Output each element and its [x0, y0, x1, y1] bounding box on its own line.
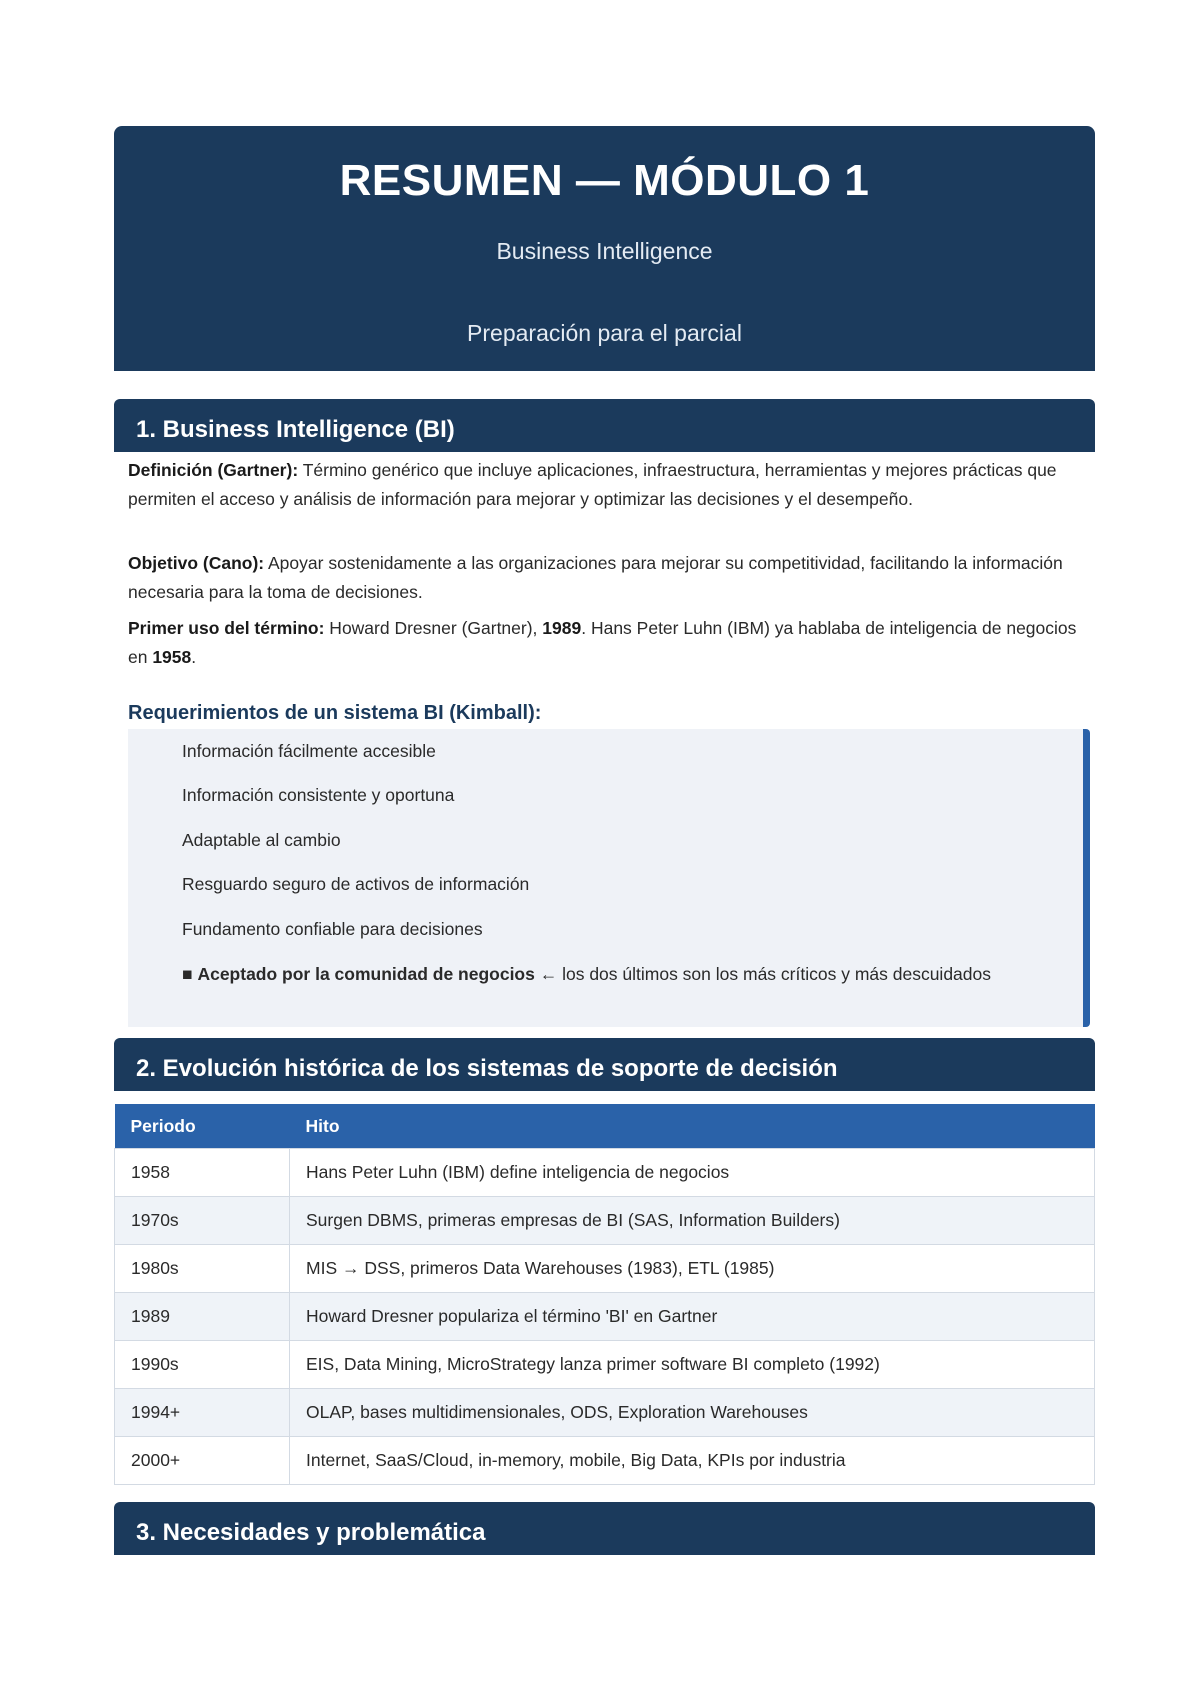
requirements-box — [128, 729, 1090, 1027]
critical-requirement-note: ← los dos últimos son los más críticos y más descuidados — [534, 964, 992, 984]
period-cell: 1980s — [115, 1245, 290, 1293]
timeline-table — [114, 1104, 1095, 1485]
milestone-cell: Internet, SaaS/Cloud, in-memory, mobile, Big Data, KPIs por industria — [290, 1437, 1095, 1485]
definition-text: Término genérico que incluye aplicaciones, infraestructura, herramientas y mejores prácticas que permiten el acceso y análisis de información para mejorar y optimizar las decisiones y el desempeño. — [128, 460, 1057, 509]
period-cell: 1958 — [115, 1149, 290, 1197]
objective-text: Apoyar sostenidamente a las organizaciones para mejorar su competitividad, facilitando la información necesaria para la toma de decisiones. — [128, 553, 1063, 602]
objective-paragraph — [128, 549, 1078, 607]
list-item: Resguardo seguro de activos de información — [182, 874, 530, 894]
milestone-cell: EIS, Data Mining, MicroStrategy lanza primer software BI completo (1992) — [290, 1341, 1095, 1389]
table-row — [115, 1341, 1095, 1389]
column-header-period: Periodo — [115, 1104, 290, 1149]
column-header-milestone: Hito — [290, 1104, 1095, 1149]
section-header-evolution: 2. Evolución histórica de los sistemas de soporte de decisión — [114, 1038, 1095, 1091]
period-cell: 1970s — [115, 1197, 290, 1245]
first-use-text: . — [191, 647, 197, 667]
milestone-cell: Surgen DBMS, primeras empresas de BI (SAS, Information Builders) — [290, 1197, 1095, 1245]
list-item: Información consistente y oportuna — [182, 785, 455, 805]
table-header-row — [115, 1104, 1095, 1149]
list-item: Información fácilmente accesible — [182, 741, 436, 761]
list-item: Fundamento confiable para decisiones — [182, 919, 483, 939]
milestone-cell: MIS → DSS, primeros Data Warehouses (1983), ETL (1985) — [290, 1245, 1095, 1293]
table-row — [115, 1197, 1095, 1245]
first-use-text: . Hans Peter Luhn (IBM) ya hablaba de inteligencia de negocios en — [128, 618, 1077, 667]
period-cell: 1989 — [115, 1293, 290, 1341]
table-row — [115, 1149, 1095, 1197]
first-use-paragraph — [128, 614, 1078, 672]
first-use-label: Primer uso del término: — [128, 618, 325, 638]
document-page — [114, 126, 1095, 1546]
milestone-cell: OLAP, bases multidimensionales, ODS, Exploration Warehouses — [290, 1389, 1095, 1437]
square-bullet-icon: ■ — [182, 964, 193, 984]
objective-label: Objetivo (Cano): — [128, 553, 265, 573]
table-row — [115, 1437, 1095, 1485]
page-tagline: Preparación para el parcial — [467, 320, 742, 346]
title-banner — [114, 126, 1095, 371]
first-use-year: 1989 — [542, 618, 582, 638]
table-row — [115, 1293, 1095, 1341]
period-cell: 1994+ — [115, 1389, 290, 1437]
page-subtitle: Business Intelligence — [496, 238, 713, 264]
milestone-cell: Hans Peter Luhn (IBM) define inteligencia de negocios — [290, 1149, 1095, 1197]
period-cell: 2000+ — [115, 1437, 290, 1485]
critical-requirement-label: Aceptado por la comunidad de negocios — [197, 964, 535, 984]
milestone-cell: Howard Dresner populariza el término 'BI' en Gartner — [290, 1293, 1095, 1341]
list-item — [182, 960, 1002, 988]
definition-paragraph — [128, 456, 1078, 514]
list-item: Adaptable al cambio — [182, 830, 341, 850]
period-cell: 1990s — [115, 1341, 290, 1389]
first-use-text: Howard Dresner (Gartner), — [324, 618, 543, 638]
luhn-year: 1958 — [152, 647, 192, 667]
table-row — [115, 1389, 1095, 1437]
definition-label: Definición (Gartner): — [128, 460, 299, 480]
section-header-bi: 1. Business Intelligence (BI) — [114, 399, 1095, 452]
table-row — [115, 1245, 1095, 1293]
page-title: RESUMEN — MÓDULO 1 — [339, 156, 870, 205]
requirements-title: Requerimientos de un sistema BI (Kimball): — [128, 702, 542, 724]
section-header-needs: 3. Necesidades y problemática — [114, 1502, 1095, 1555]
